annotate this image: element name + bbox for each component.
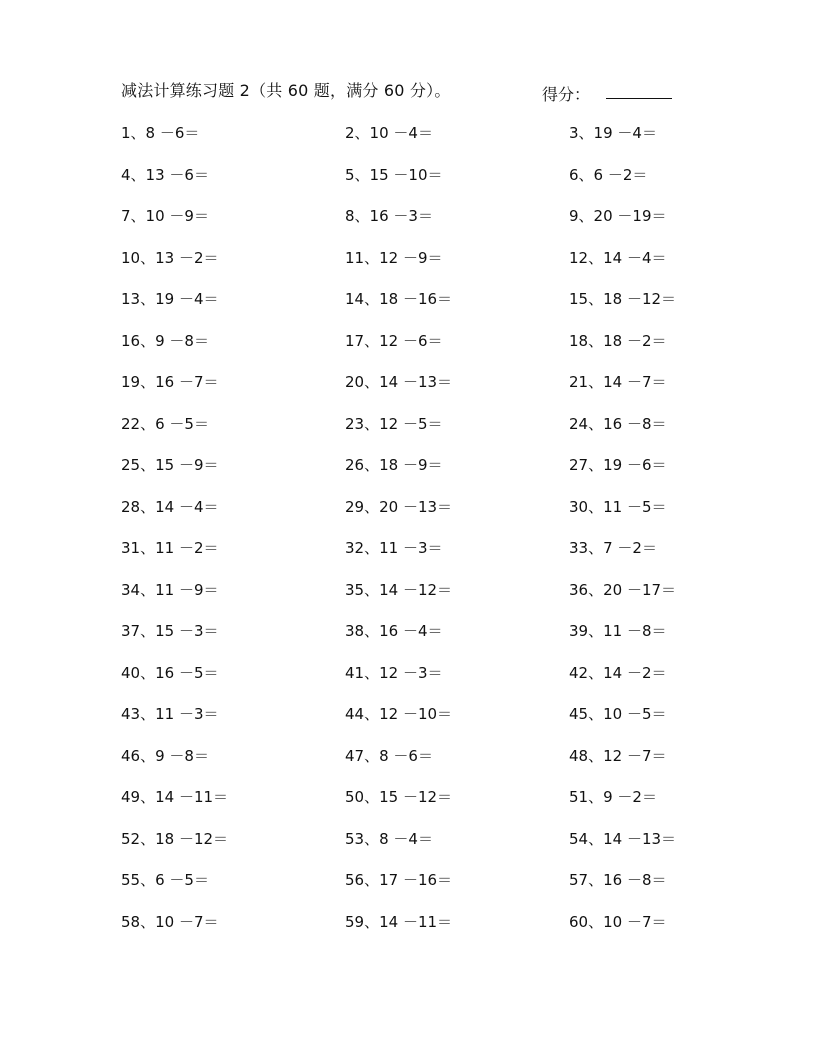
problem-item: 23、12 －5＝ <box>345 414 443 433</box>
problem-item: 44、12 －10＝ <box>345 705 453 723</box>
problem-item: 37、15 －3＝ <box>121 622 219 640</box>
problem-item: 10、13 －2＝ <box>121 248 219 267</box>
problem-item: 31、11 －2＝ <box>121 539 219 557</box>
problem-item: 49、14 －11＝ <box>121 788 229 806</box>
problem-item: 22、6 －5＝ <box>121 414 209 433</box>
problem-item: 27、19 －6＝ <box>569 456 667 474</box>
problem-item: 56、17 －16＝ <box>345 871 453 889</box>
problem-item: 52、18 －12＝ <box>121 829 229 848</box>
problem-item: 14、18 －16＝ <box>345 290 453 308</box>
problem-item: 36、20 －17＝ <box>569 580 677 599</box>
problem-item: 8、16 －3＝ <box>345 207 433 225</box>
problem-item: 53、8 －4＝ <box>345 829 433 848</box>
problem-item: 12、14 －4＝ <box>569 248 667 267</box>
problem-item: 32、11 －3＝ <box>345 539 443 557</box>
problem-item: 54、14 －13＝ <box>569 829 677 848</box>
problem-item: 3、19 －4＝ <box>569 124 657 142</box>
problem-item: 2、10 －4＝ <box>345 124 433 142</box>
problem-item: 42、14 －2＝ <box>569 663 667 682</box>
problem-item: 60、10 －7＝ <box>569 912 667 931</box>
problem-item: 1、8 －6＝ <box>121 124 200 142</box>
problem-item: 58、10 －7＝ <box>121 912 219 931</box>
problem-item: 33、7 －2＝ <box>569 539 657 557</box>
problem-item: 28、14 －4＝ <box>121 497 219 516</box>
problem-item: 18、18 －2＝ <box>569 331 667 350</box>
problem-item: 9、20 －19＝ <box>569 207 667 225</box>
problem-item: 50、15 －12＝ <box>345 788 453 806</box>
problem-item: 25、15 －9＝ <box>121 456 219 474</box>
problem-item: 5、15 －10＝ <box>345 165 443 184</box>
problem-item: 35、14 －12＝ <box>345 580 453 599</box>
problem-item: 7、10 －9＝ <box>121 207 209 225</box>
worksheet-header <box>121 78 721 108</box>
problem-item: 34、11 －9＝ <box>121 580 219 599</box>
problem-item: 29、20 －13＝ <box>345 497 453 516</box>
problem-item: 11、12 －9＝ <box>345 248 443 267</box>
worksheet-title: 减法计算练习题 2（共 60 题，满分 60 分）。 <box>121 81 451 100</box>
problem-item: 4、13 －6＝ <box>121 165 209 184</box>
problem-item: 41、12 －3＝ <box>345 663 443 682</box>
problem-item: 13、19 －4＝ <box>121 290 219 308</box>
problem-item: 38、16 －4＝ <box>345 622 443 640</box>
problem-item: 6、6 －2＝ <box>569 165 648 184</box>
problem-item: 30、11 －5＝ <box>569 497 667 516</box>
problem-item: 39、11 －8＝ <box>569 622 667 640</box>
problem-item: 46、9 －8＝ <box>121 746 209 765</box>
problem-item: 40、16 －5＝ <box>121 663 219 682</box>
problem-item: 16、9 －8＝ <box>121 331 209 350</box>
problem-item: 47、8 －6＝ <box>345 746 433 765</box>
problem-item: 20、14 －13＝ <box>345 373 453 391</box>
problem-item: 26、18 －9＝ <box>345 456 443 474</box>
problem-item: 55、6 －5＝ <box>121 871 209 889</box>
problem-item: 15、18 －12＝ <box>569 290 677 308</box>
problem-item: 57、16 －8＝ <box>569 871 667 889</box>
problem-item: 24、16 －8＝ <box>569 414 667 433</box>
problem-item: 21、14 －7＝ <box>569 373 667 391</box>
problem-item: 19、16 －7＝ <box>121 373 219 391</box>
problem-item: 43、11 －3＝ <box>121 705 219 723</box>
problem-grid <box>121 123 721 953</box>
score-answer-blank[interactable] <box>606 98 672 99</box>
score-label: 得分： <box>542 85 591 104</box>
problem-item: 51、9 －2＝ <box>569 788 657 806</box>
problem-item: 59、14 －11＝ <box>345 912 453 931</box>
problem-item: 17、12 －6＝ <box>345 331 443 350</box>
problem-item: 45、10 －5＝ <box>569 705 667 723</box>
problem-item: 48、12 －7＝ <box>569 746 667 765</box>
